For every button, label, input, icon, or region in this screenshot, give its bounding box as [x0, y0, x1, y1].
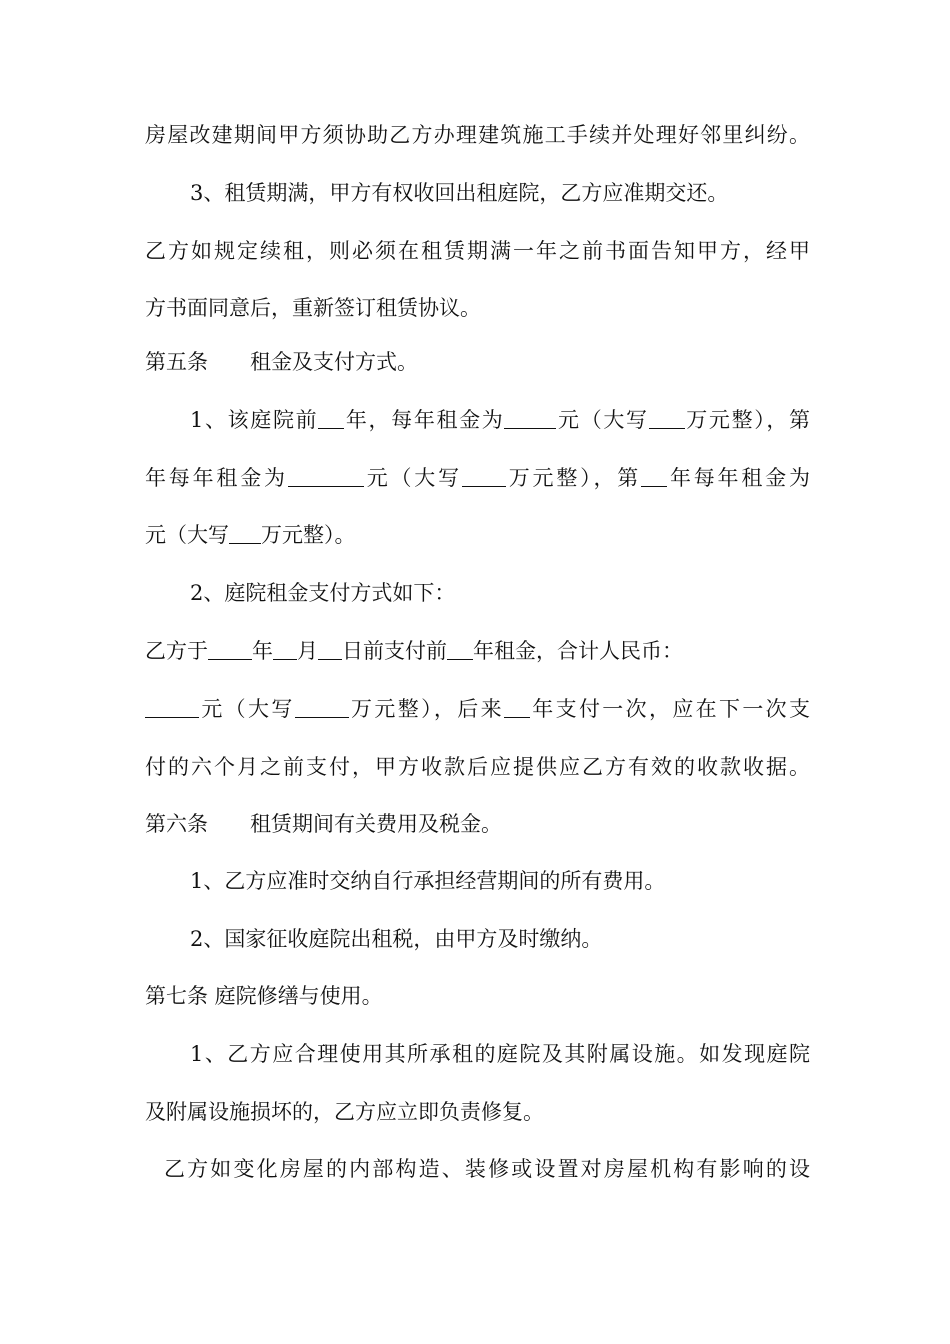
- blank-field: [295, 695, 349, 718]
- article-heading: 第七条 庭院修缮与使用。: [145, 984, 383, 1008]
- blank-field: [641, 464, 667, 487]
- blank-field: [462, 464, 506, 487]
- paragraph-line: 元（大写 万元整），后来 年支付一次，应在下一次支: [145, 694, 810, 724]
- blank-field: [288, 464, 364, 487]
- blank-field: [504, 695, 530, 718]
- blank-field: [273, 637, 297, 660]
- blank-field: [504, 406, 556, 429]
- paragraph-line: 房屋改建期间甲方须协助乙方办理建筑施工手续并处理好邻里纠纷。: [145, 123, 810, 147]
- article-heading: 第五条 租金及支付方式。: [145, 350, 418, 374]
- paragraph-line: 及附属设施损坏的，乙方应立即负责修复。: [145, 1100, 544, 1124]
- paragraph-line: 1、乙方应合理使用其所承租的庭院及其附属设施。如发现庭院: [190, 1042, 810, 1066]
- article-heading: 第六条 租赁期间有关费用及税金。: [145, 812, 502, 836]
- paragraph-line: 2、国家征收庭院出租税，由甲方及时缴纳。: [190, 927, 603, 951]
- paragraph-line: 1、该庭院前 年，每年租金为 元（大写 万元整），第: [190, 408, 810, 432]
- paragraph-line: 乙方如变化房屋的内部构造、装修或设置对房屋机构有影响的设: [164, 1157, 810, 1181]
- blank-field: [447, 637, 473, 660]
- paragraph-line: 2、庭院租金支付方式如下：: [190, 581, 456, 605]
- paragraph-line: 乙方如规定续租，则必须在租赁期满一年之前书面告知甲方，经甲: [145, 239, 810, 263]
- blank-field: [649, 406, 685, 429]
- paragraph-line: 乙方于 年 月 日前支付前 年租金，合计人民币：: [145, 639, 683, 663]
- paragraph-line: 3、租赁期满，甲方有权收回出租庭院，乙方应准期交还。: [190, 181, 729, 205]
- blank-field: [208, 637, 252, 660]
- blank-field: [318, 406, 344, 429]
- blank-field: [318, 637, 342, 660]
- paragraph-line: 年每年租金为 元（大写 万元整），第 年每年租金为: [145, 466, 810, 490]
- blank-field: [145, 695, 199, 718]
- paragraph-line: 元（大写 万元整）。: [145, 523, 356, 547]
- paragraph-line: 方书面同意后，重新签订租赁协议。: [145, 296, 481, 320]
- blank-field: [229, 521, 261, 544]
- paragraph-line: 付的六个月之前支付，甲方收款后应提供应乙方有效的收款收据。: [145, 755, 810, 779]
- paragraph-line: 1、乙方应准时交纳自行承担经营期间的所有费用。: [190, 869, 666, 893]
